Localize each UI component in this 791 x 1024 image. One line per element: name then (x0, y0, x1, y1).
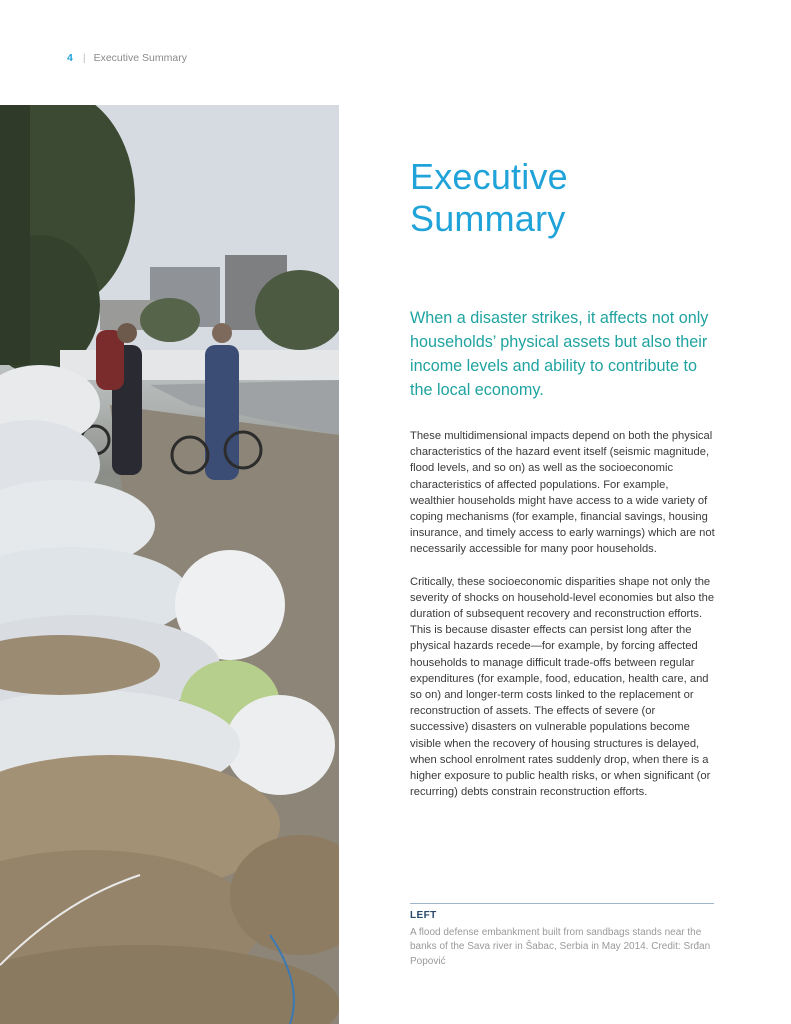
header-separator: | (82, 52, 86, 64)
title-line-2: Summary (410, 198, 566, 239)
sandbag-photo (0, 105, 339, 1024)
body-text (410, 428, 716, 800)
caption-label: LEFT (410, 910, 437, 921)
lead-paragraph: When a disaster strikes, it affects not only households’ physical assets but also their income levels and ability to contribute to the local economy. (410, 309, 709, 399)
caption-divider (410, 903, 714, 904)
body-paragraph-2: Critically, these socioeconomic disparities shape not only the severity of shocks on household-level economies but also the duration of subsequent recovery and reconstruction efforts. This is because disaster effects can persist long after the physical hazards recede—for example, by forcing affected households to manage difficult trade-offs between regular expenditures (for example, food, education, health care, and so on) and longer-term costs linked to the replacement or reconstruction of assets. The effects of severe (or successive) disasters on vulnerable populations become visible when the recovery of housing structures is delayed, when school enrolment rates suddenly drop, when there is a higher exposure to public health risks, or when significant (or recurring) debts constrain reconstruction efforts. (410, 575, 715, 799)
body-paragraph-1: These multidimensional impacts depend on both the physical characteristics of the hazard event itself (seismic magnitude, flood levels, and so on) as well as the socioeconomic characteristics of affected populations. For example, wealthier households might have access to a wide variety of coping mechanisms (for example, financial savings, housing insurance, and timely access to early warnings) which are not necessarily accessible for many poor households. (410, 430, 715, 556)
caption-text: A flood defense embankment built from sandbags stands near the banks of the Sava river in Šabac, Serbia in May 2014. Credit: Srđan Popović (410, 927, 711, 967)
sandbag-photo-illustration (0, 105, 339, 1024)
title-line-1: Executive (410, 156, 568, 197)
page-title (410, 156, 568, 240)
header-section: Executive Summary (93, 52, 187, 64)
page-number: 4 (67, 52, 73, 64)
running-header (67, 52, 187, 64)
